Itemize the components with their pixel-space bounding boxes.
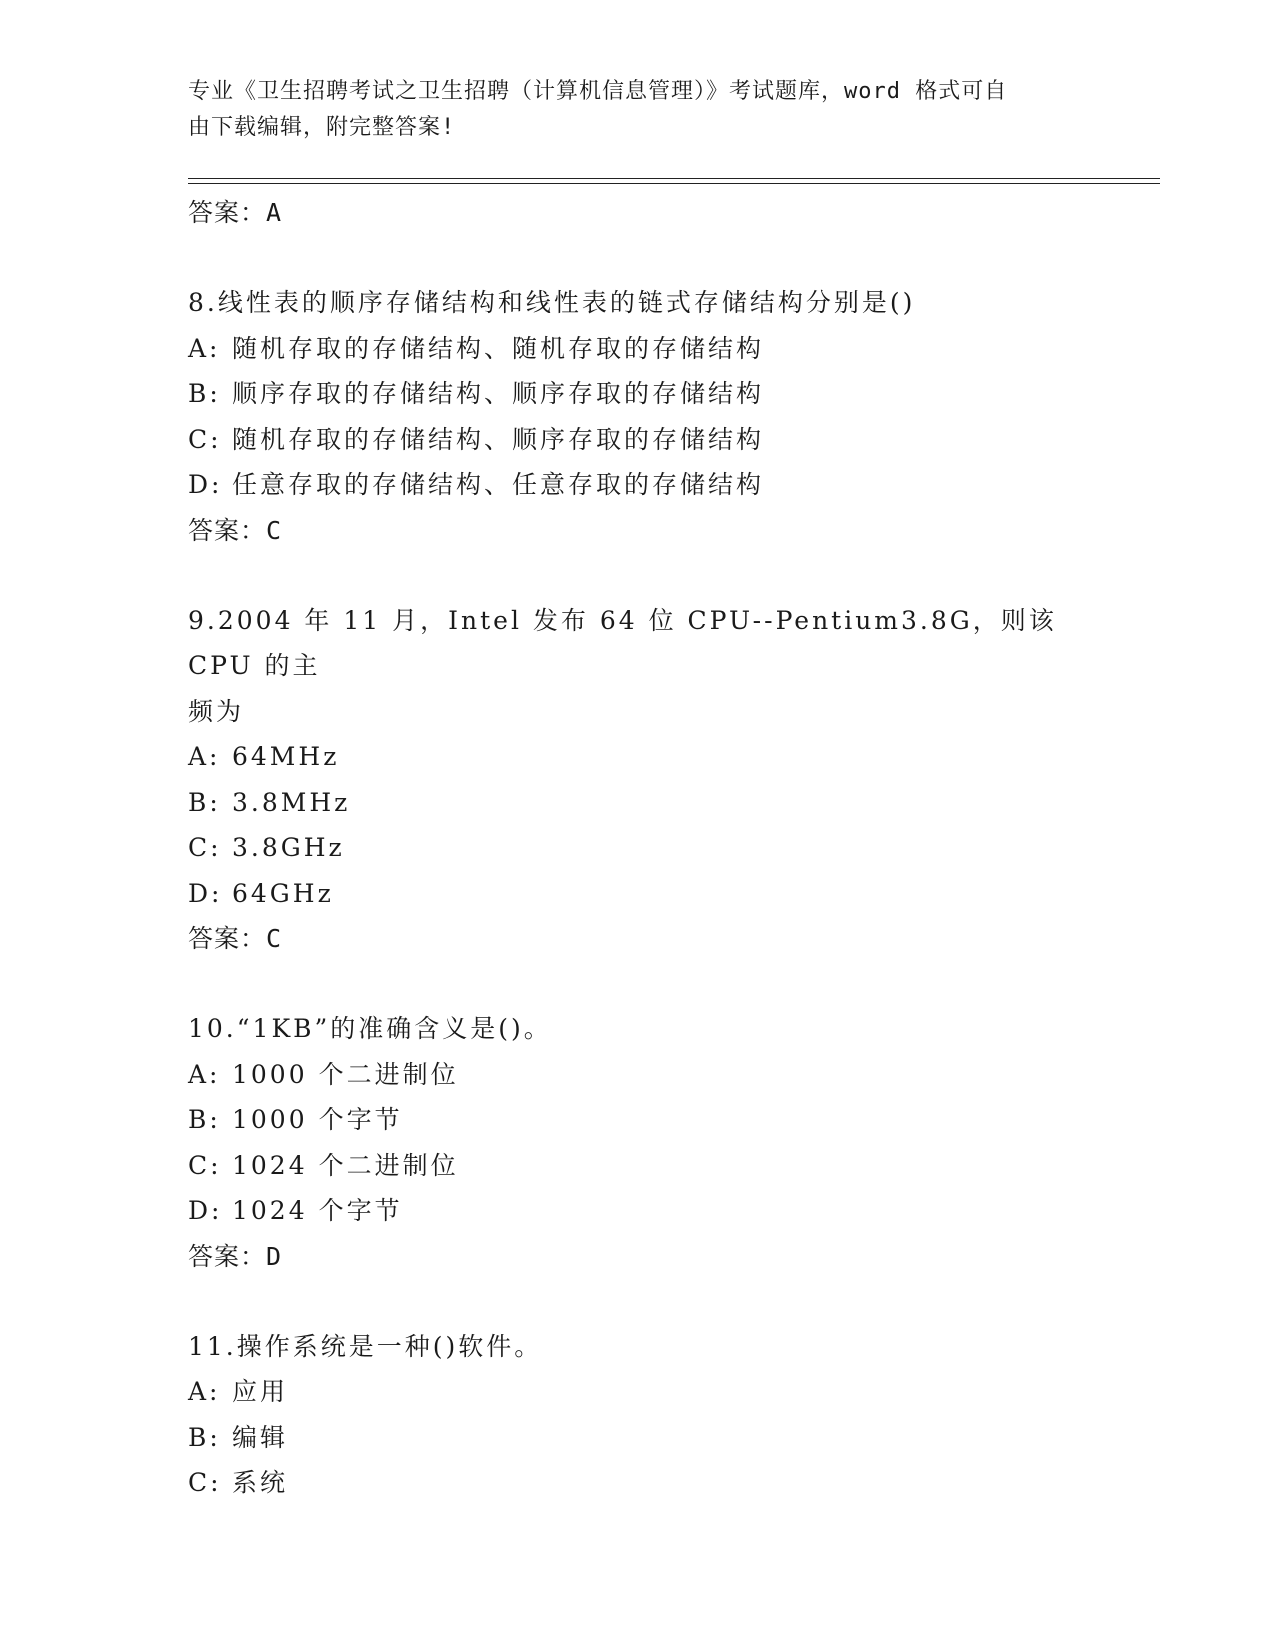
option-letter: D:: [188, 1196, 223, 1225]
question-stem: 8.线性表的顺序存储结构和线性表的链式存储结构分别是(): [188, 288, 916, 317]
question-item-10: [188, 1006, 1088, 1280]
option-text: 编辑: [232, 1422, 289, 1452]
option-c: [188, 417, 1088, 463]
header-rule-bottom: [188, 183, 1160, 184]
option-text: 1024 个二进制位: [232, 1150, 459, 1180]
option-a: [188, 734, 1088, 780]
option-text: 64MHz: [232, 742, 340, 771]
option-b: [188, 371, 1088, 417]
option-d: [188, 462, 1088, 508]
option-b: [188, 780, 1088, 826]
option-d: [188, 871, 1088, 917]
question-item-11: [188, 1324, 1088, 1506]
option-letter: C:: [188, 1150, 222, 1180]
option-b: [188, 1097, 1088, 1143]
option-text: 1000 个字节: [232, 1105, 403, 1134]
document-header: [188, 74, 1068, 146]
option-letter: C:: [188, 424, 222, 454]
option-letter: A:: [188, 1059, 221, 1089]
option-text: 顺序存取的存储结构、顺序存取的存储结构: [232, 379, 765, 408]
option-text: 应用: [232, 1377, 289, 1406]
question-stem-continued: 频为: [188, 696, 245, 726]
option-letter: B:: [188, 787, 221, 817]
answer-line: 答案：C: [188, 515, 283, 545]
header-line-2: 由下载编辑，附完整答案!: [188, 115, 456, 140]
option-text: 3.8GHz: [232, 833, 345, 862]
option-letter: B:: [188, 1105, 221, 1134]
option-letter: B:: [188, 379, 221, 408]
question-stem: 10.“1KB”的准确含义是()。: [188, 1014, 552, 1043]
option-letter: D:: [188, 878, 223, 908]
option-a: [188, 1369, 1088, 1415]
option-text: 1000 个二进制位: [232, 1059, 459, 1089]
option-letter: B:: [188, 1422, 221, 1452]
option-letter: C:: [188, 833, 222, 862]
option-text: 3.8MHz: [232, 787, 351, 817]
question-stem: 11.操作系统是一种()软件。: [188, 1331, 543, 1361]
option-letter: C:: [188, 1468, 222, 1497]
option-b: [188, 1415, 1088, 1461]
option-c: [188, 1460, 1088, 1506]
answer-line: 答案：C: [188, 924, 283, 953]
option-c: [188, 825, 1088, 871]
answer-line: 答案：D: [188, 1241, 283, 1271]
question-stem: 9.2004 年 11 月，Intel 发布 64 位 CPU--Pentium3.8G，则该 CPU 的主: [188, 605, 1057, 680]
option-letter: A:: [188, 333, 221, 363]
option-letter: A:: [188, 742, 221, 771]
option-text: 随机存取的存储结构、顺序存取的存储结构: [232, 424, 765, 454]
option-letter: D:: [188, 470, 223, 499]
option-text: 系统: [232, 1468, 289, 1497]
answer-line: 答案：A: [188, 198, 283, 227]
option-a: [188, 326, 1088, 372]
option-c: [188, 1143, 1088, 1189]
question-item-8: [188, 280, 1088, 554]
question-list: [188, 190, 1088, 1506]
option-d: [188, 1188, 1088, 1234]
question-item-9: [188, 598, 1088, 963]
header-rule-top: [188, 178, 1160, 179]
option-text: 64GHz: [232, 878, 334, 908]
option-text: 随机存取的存储结构、随机存取的存储结构: [232, 333, 765, 363]
option-text: 1024 个字节: [232, 1196, 403, 1225]
option-a: [188, 1052, 1088, 1098]
option-text: 任意存取的存储结构、任意存取的存储结构: [232, 470, 765, 499]
option-letter: A:: [188, 1377, 221, 1406]
header-line-1: 专业《卫生招聘考试之卫生招聘（计算机信息管理）》考试题库，word 格式可自: [188, 79, 1008, 104]
